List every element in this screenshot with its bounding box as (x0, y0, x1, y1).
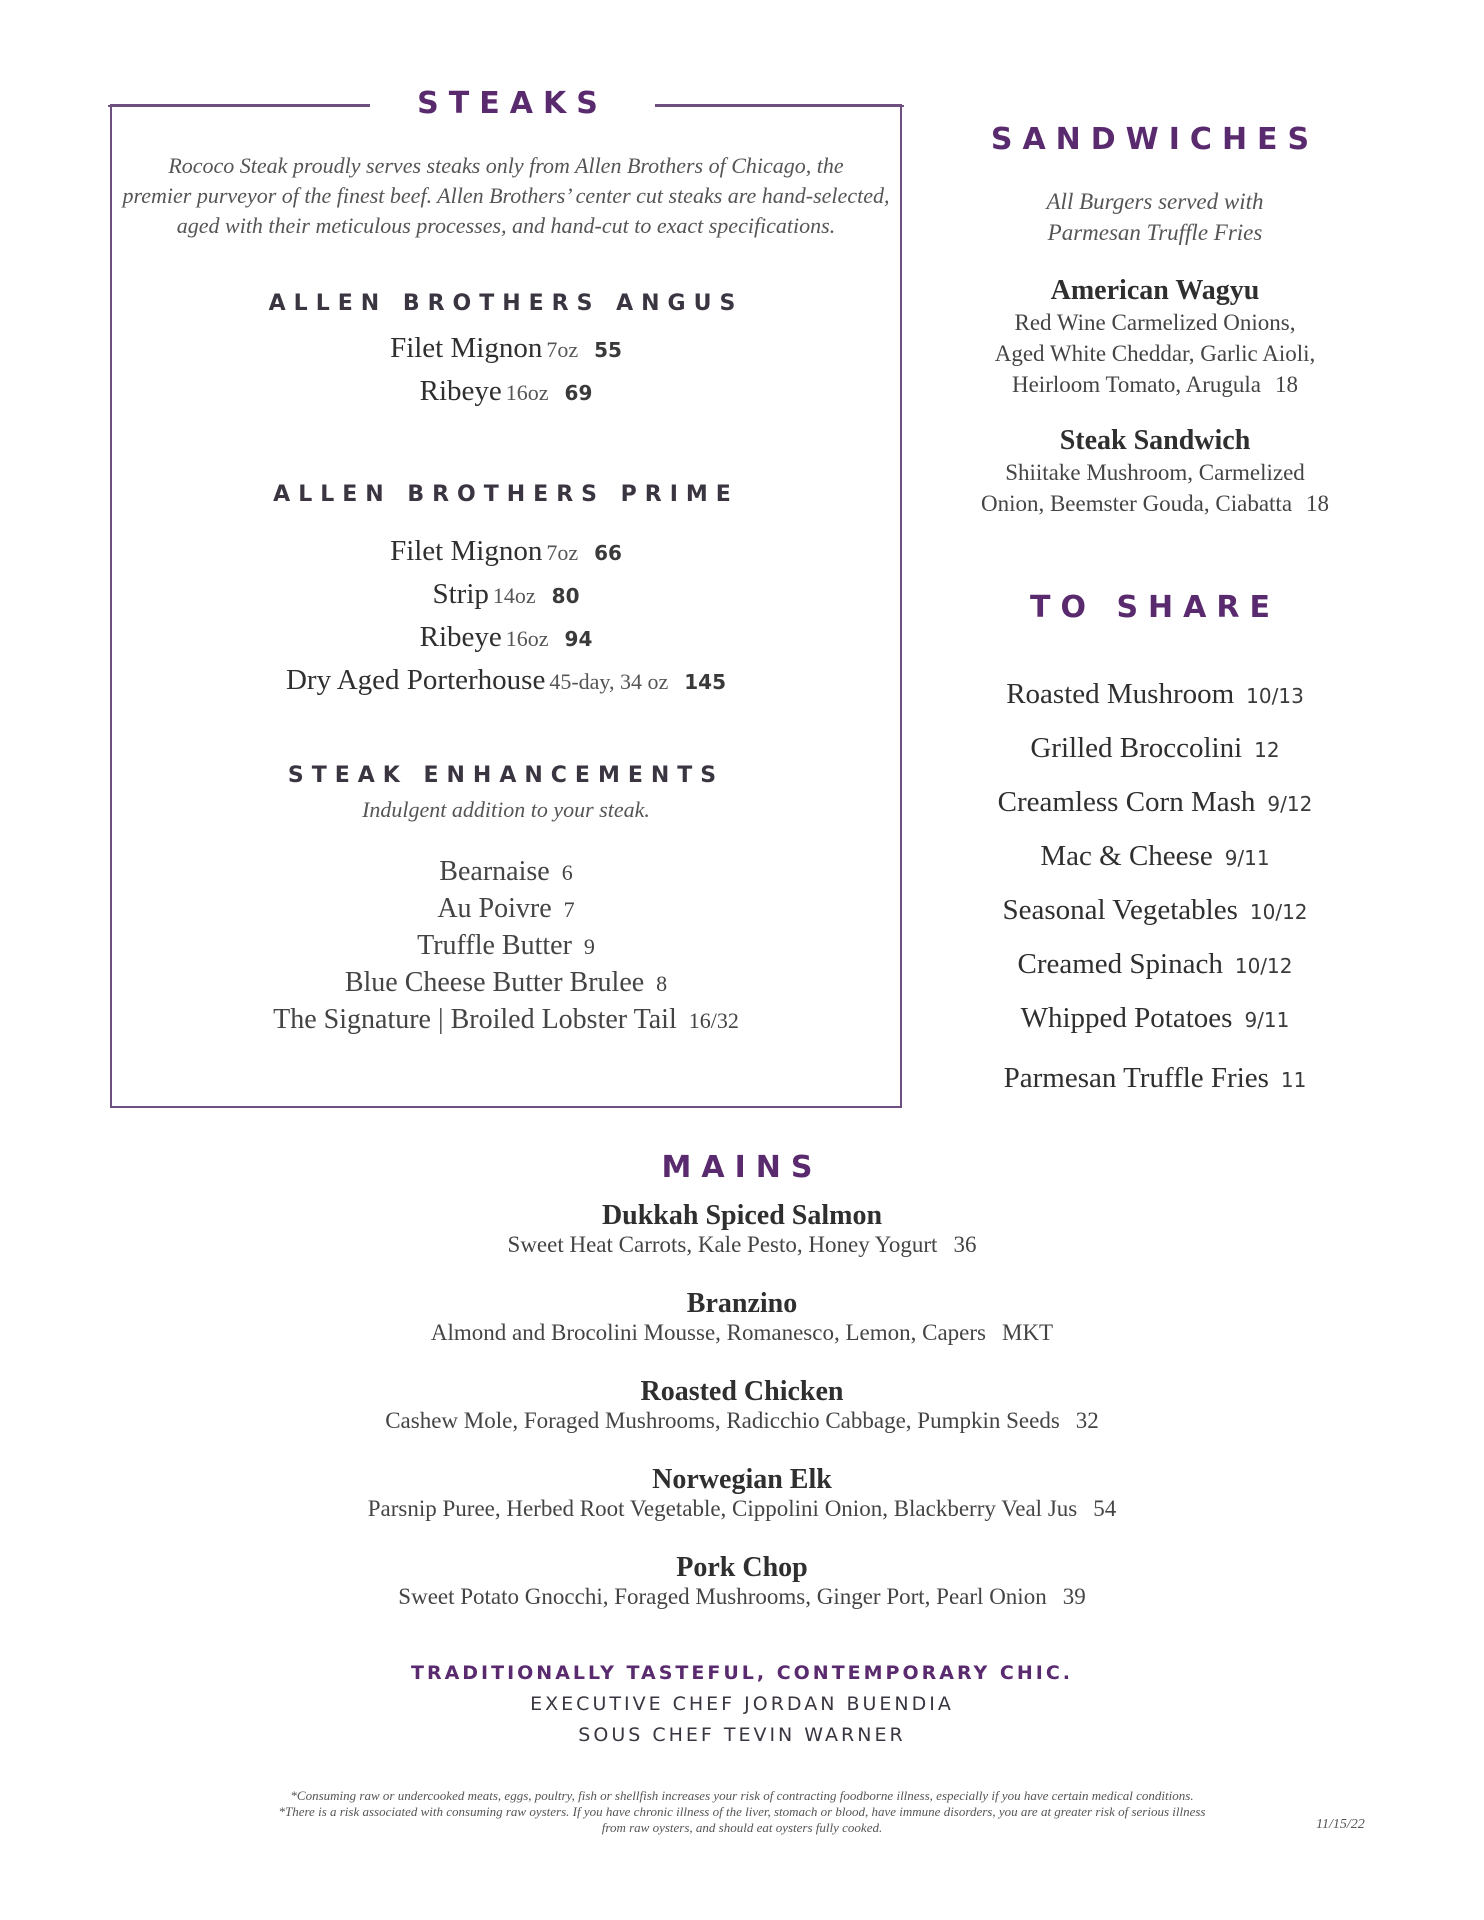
item-price: 32 (1075, 1408, 1099, 1433)
menu-item (110, 578, 902, 611)
item-name: Creamed Spinach (1017, 948, 1223, 980)
menu-date: 11/15/22 (1316, 1817, 1365, 1832)
item-name: Dukkah Spiced Salmon (601, 1200, 883, 1231)
list-item (110, 892, 902, 929)
note-line: Parmesan Truffle Fries (1047, 220, 1263, 245)
list-item (110, 855, 902, 892)
item-size: 16oz (505, 380, 549, 405)
menu-item (110, 621, 902, 654)
item-price: 9 (583, 934, 595, 959)
desc-line: Red Wine Carmelized Onions, (1014, 310, 1296, 335)
item-size: 16oz (505, 626, 549, 651)
to-share-title: TO SHARE (1030, 590, 1280, 625)
disclaimer-line: *Consuming raw or undercooked meats, eggs, poultry, fish or shellfish increases your risk of contracting foodborne illness, especially if you have certain medical conditions. (290, 1788, 1194, 1803)
item-desc (940, 307, 1370, 400)
item-name: Pork Chop (676, 1552, 808, 1583)
sous-chef: SOUS CHEF TEVIN WARNER (578, 1724, 906, 1746)
item-name: Roasted Chicken (640, 1376, 844, 1407)
mains-title: MAINS (661, 1150, 823, 1185)
steaks-intro-line: Rococo Steak proudly serves steaks only from Allen Brothers of Chicago, the (168, 153, 844, 178)
item-price: 145 (684, 670, 727, 694)
item-name: Filet Mignon (390, 332, 543, 364)
item-name: Strip (432, 578, 489, 610)
item-price: 39 (1062, 1584, 1086, 1609)
menu-item (110, 535, 902, 568)
list-item (940, 732, 1370, 786)
steaks-intro (115, 151, 897, 241)
item-name: Dry Aged Porterhouse (285, 664, 546, 696)
item-name: Mac & Cheese (1040, 840, 1213, 872)
item-name: Blue Cheese Butter Brulee (344, 967, 645, 998)
item-name: Parmesan Truffle Fries (1003, 1062, 1269, 1094)
item-price: 9/12 (1267, 792, 1313, 816)
item-price: MKT (1002, 1320, 1054, 1345)
steaks-title-rule-left (108, 105, 370, 107)
menu-item (110, 375, 902, 408)
item-desc: Cashew Mole, Foraged Mushrooms, Radicchio Cabbage, Pumpkin Seeds (385, 1408, 1060, 1433)
item-price: 66 (594, 541, 622, 565)
list-item (110, 1003, 902, 1040)
desc-line: Aged White Cheddar, Garlic Aioli, (994, 341, 1316, 366)
menu-item (940, 425, 1370, 519)
item-desc: Sweet Heat Carrots, Kale Pesto, Honey Yogurt (507, 1232, 938, 1257)
item-name: Seasonal Vegetables (1002, 894, 1238, 926)
sandwiches-title: SANDWICHES (990, 122, 1320, 157)
executive-chef: EXECUTIVE CHEF JORDAN BUENDIA (530, 1693, 954, 1715)
sandwiches-note (940, 186, 1370, 248)
item-price: 94 (564, 627, 593, 651)
menu-item (0, 1552, 1484, 1640)
enhancements-title: STEAK ENHANCEMENTS (287, 763, 725, 788)
disclaimer-line: *There is a risk associated with consuming raw oysters. If you have chronic illness of the liver, stomach or blood, have immune disorders, you are at greater risk of serious illness (278, 1804, 1206, 1819)
item-price: 12 (1254, 738, 1280, 762)
list-item (940, 840, 1370, 894)
item-price: 80 (551, 584, 580, 608)
menu-item (0, 1464, 1484, 1552)
item-name: Truffle Butter (417, 930, 572, 961)
item-price: 8 (656, 971, 668, 996)
item-price: 55 (594, 338, 622, 362)
item-name: American Wagyu (1050, 275, 1260, 306)
steaks-intro-line: premier purveyor of the finest beef. Allen Brothers’ center cut steaks are hand-selected, (122, 183, 890, 208)
item-price: 10/12 (1249, 900, 1308, 924)
item-desc: Sweet Potato Gnocchi, Foraged Mushrooms, Ginger Port, Pearl Onion (398, 1584, 1047, 1609)
item-name: Creamless Corn Mash (997, 786, 1256, 818)
steaks-intro-line: aged with their meticulous processes, and hand-cut to exact specifications. (176, 213, 836, 238)
item-size: 7oz (546, 540, 579, 565)
list-item (110, 966, 902, 1003)
item-size: 45-day, 34 oz (549, 669, 669, 694)
item-name: Roasted Mushroom (1006, 678, 1235, 710)
list-item (940, 948, 1370, 1002)
menu-item (110, 664, 902, 697)
menu-item (0, 1376, 1484, 1464)
desc-line: Shiitake Mushroom, Carmelized (1005, 460, 1305, 485)
item-name: Norwegian Elk (652, 1464, 832, 1495)
steaks-title-rule-right (655, 105, 904, 107)
item-price: 7 (563, 897, 575, 922)
list-item (940, 1062, 1370, 1116)
item-size: 14oz (492, 583, 536, 608)
disclaimer-line: from raw oysters, and should eat oysters fully cooked. (601, 1820, 883, 1835)
item-name: Ribeye (419, 621, 502, 653)
tagline: TRADITIONALLY TASTEFUL, CONTEMPORARY CHIC. (410, 1662, 1073, 1684)
desc-line: Heirloom Tomato, Arugula (1011, 372, 1261, 397)
mains-list (0, 1200, 1484, 1640)
item-price: 6 (561, 860, 573, 885)
item-size: 7oz (546, 337, 579, 362)
item-price: 36 (953, 1232, 977, 1257)
menu-item (110, 332, 902, 365)
item-price: 9/11 (1224, 846, 1270, 870)
menu-item (940, 275, 1370, 400)
item-name: Bearnaise (439, 856, 550, 887)
list-item (940, 786, 1370, 840)
item-desc (940, 457, 1370, 519)
item-price: 16/32 (688, 1008, 739, 1033)
item-price: 10/13 (1246, 684, 1304, 708)
note-line: All Burgers served with (1046, 189, 1264, 214)
item-desc: Almond and Brocolini Mousse, Romanesco, Lemon, Capers (430, 1320, 986, 1345)
steaks-title: STEAKS (370, 86, 655, 121)
item-name: Ribeye (419, 375, 502, 407)
menu-item (0, 1200, 1484, 1288)
list-item (940, 894, 1370, 948)
to-share-list (940, 678, 1370, 1116)
angus-title: ALLEN BROTHERS ANGUS (268, 291, 744, 316)
item-price: 18 (1306, 491, 1330, 516)
list-item (940, 678, 1370, 732)
disclaimer (150, 1788, 1334, 1836)
item-name: Grilled Broccolini (1030, 732, 1243, 764)
item-price: 9/11 (1244, 1008, 1290, 1032)
item-name: The Signature | Broiled Lobster Tail (273, 1004, 677, 1035)
list-item (940, 1002, 1370, 1062)
item-name: Filet Mignon (390, 535, 543, 567)
item-price: 11 (1280, 1068, 1307, 1092)
enhancements-list (110, 855, 902, 1040)
item-price: 18 (1275, 372, 1298, 397)
item-price: 69 (564, 381, 593, 405)
prime-title: ALLEN BROTHERS PRIME (273, 482, 739, 507)
desc-line: Onion, Beemster Gouda, Ciabatta (980, 491, 1293, 516)
item-name: Au Poivre (437, 893, 552, 924)
item-name: Steak Sandwich (1059, 425, 1251, 456)
item-price: 54 (1093, 1496, 1117, 1521)
list-item (110, 929, 902, 966)
menu-item (0, 1288, 1484, 1376)
item-price: 10/12 (1234, 954, 1293, 978)
item-name: Whipped Potatoes (1020, 1002, 1233, 1034)
item-desc: Parsnip Puree, Herbed Root Vegetable, Cippolini Onion, Blackberry Veal Jus (367, 1496, 1078, 1521)
enhancements-subtitle: Indulgent addition to your steak. (362, 797, 650, 822)
item-name: Branzino (686, 1288, 798, 1319)
